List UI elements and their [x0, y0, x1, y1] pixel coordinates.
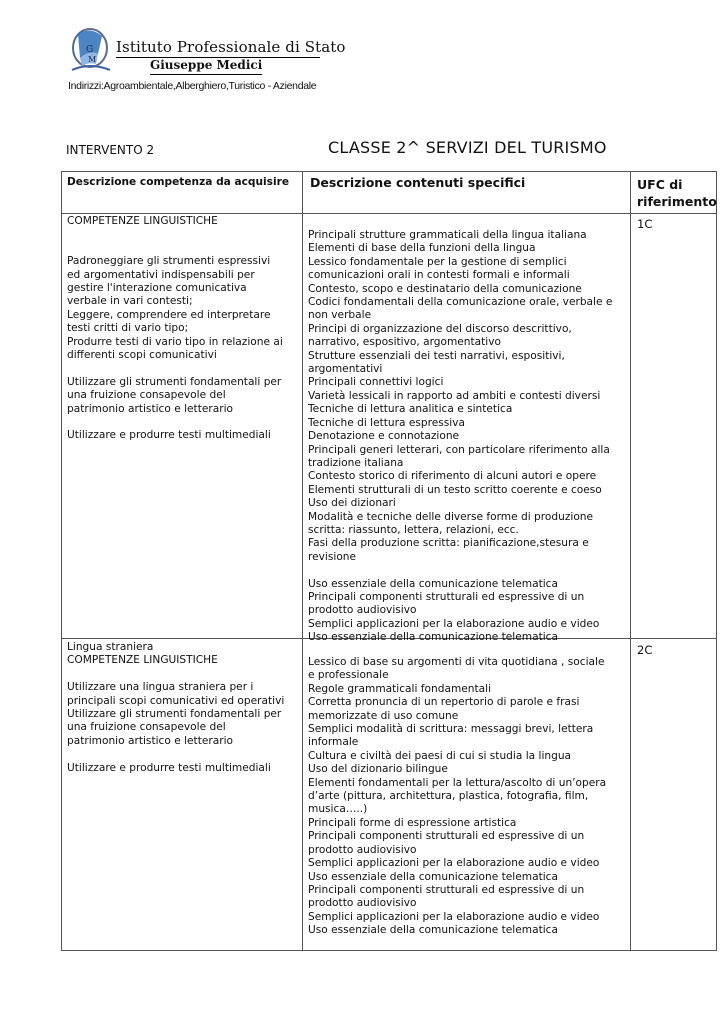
text-line: principali scopi comunicativi ed operativi	[67, 694, 285, 707]
text-line: prodotto audiovisivo	[308, 897, 417, 910]
institute-logo	[68, 24, 112, 78]
text-line: tradizione italiana	[308, 456, 404, 469]
blank-line	[67, 362, 299, 375]
text-line: comunicazioni orali in contesti formali e informali	[308, 269, 570, 282]
text-line: patrimonio artistico e letterario	[67, 734, 234, 747]
text-line: ed argomentativi indispensabili per	[67, 268, 255, 281]
text-line: Uso essenziale della comunicazione telematica	[308, 631, 558, 644]
text-line: prodotto audiovisivo	[308, 604, 417, 617]
header-competenza: Descrizione competenza da acquisire	[67, 176, 290, 188]
text-line: Corretta pronuncia di un repertorio di parole e frasi	[308, 696, 580, 709]
text-line: COMPETENZE LINGUISTICHE	[67, 215, 218, 227]
text-line: Leggere, comprendere ed interpretare	[67, 308, 271, 321]
blank-line	[67, 416, 299, 429]
text-line: Semplici applicazioni per la elaborazione audio e video	[308, 910, 600, 923]
text-line: Elementi strutturali di un testo scritto coerente e coeso	[308, 483, 602, 496]
text-line: argomentativi	[308, 363, 383, 376]
text-line: Utilizzare gli strumenti fondamentali per	[67, 375, 282, 388]
text-line: Utilizzare una lingua straniera per i	[67, 681, 254, 694]
text-line: patrimonio artistico e letterario	[67, 402, 234, 415]
text-line: Semplici applicazioni per la elaborazione audio e video	[308, 617, 600, 630]
classe-title: CLASSE 2^ SERVIZI DEL TURISMO	[328, 138, 607, 157]
table-column-divider	[302, 172, 303, 950]
blank-line	[67, 668, 299, 681]
table-column-divider	[630, 172, 631, 950]
text-line: Strutture essenziali dei testi narrativi, espositivi,	[308, 349, 565, 362]
intervento-label: INTERVENTO 2	[66, 143, 155, 157]
text-line: Semplici applicazioni per la elaborazione audio e video	[308, 857, 600, 870]
text-line: Principali forme di espressione artistica	[308, 816, 517, 829]
text-line: Principali generi letterari, con particolare riferimento alla	[308, 443, 610, 456]
text-line: Lingua straniera	[67, 641, 154, 653]
row2-competenza	[67, 641, 299, 775]
text-line: Uso essenziale della comunicazione telematica	[308, 577, 558, 590]
text-line: una fruizione consapevole del	[67, 721, 226, 734]
text-line: Tecniche di lettura espressiva	[308, 416, 465, 429]
text-line: d’arte (pittura, architettura, plastica, fotografia, film,	[308, 790, 589, 803]
row2-contenuti	[308, 656, 628, 938]
blank-line	[308, 564, 628, 577]
text-line: e professionale	[308, 669, 389, 682]
text-line: informale	[308, 736, 359, 749]
header-contenuti: Descrizione contenuti specifici	[310, 175, 526, 190]
text-line: musica…..)	[308, 803, 368, 816]
text-line: Produrre testi di vario tipo in relazione ai	[67, 335, 283, 348]
text-line: Utilizzare e produrre testi multimediali	[67, 429, 271, 442]
text-line: testi critti di vario tipo;	[67, 322, 189, 335]
text-line: Principali strutture grammaticali della lingua italiana	[308, 229, 587, 241]
blank-line	[67, 748, 299, 761]
text-line: Utilizzare gli strumenti fondamentali per	[67, 708, 282, 721]
text-line: verbale in vari contesti;	[67, 295, 193, 308]
table-row-divider	[62, 213, 716, 214]
text-line: Principali connettivi logici	[308, 376, 444, 389]
institute-header	[64, 24, 344, 94]
text-line: Lessico di base su argomenti di vita quotidiana , sociale	[308, 656, 605, 668]
text-line: Fasi della produzione scritta: pianificazione,stesura e	[308, 537, 589, 550]
row2-ufc: 2C	[637, 643, 653, 657]
text-line: memorizzate di uso comune	[308, 709, 459, 722]
text-line: Principi di organizzazione del discorso descrittivo,	[308, 322, 572, 335]
text-line: Contesto storico di riferimento di alcuni autori e opere	[308, 470, 597, 483]
text-line: Uso essenziale della comunicazione telematica	[308, 924, 558, 937]
logo-letter-g: G	[86, 45, 94, 55]
institute-addresses: Indirizzi:Agroambientale,Alberghiero,Turistico - Aziendale	[68, 80, 317, 92]
text-line: Elementi di base della funzioni della lingua	[308, 242, 536, 255]
text-line: Uso dei dizionari	[308, 497, 396, 510]
text-line: Uso essenziale della comunicazione telematica	[308, 870, 558, 883]
text-line: Elementi fondamentali per la lettura/ascolto di un’opera	[308, 776, 607, 789]
row1-competenza	[67, 215, 299, 443]
text-line: Padroneggiare gli strumenti espressivi	[67, 255, 271, 268]
header-ufc: UFC di riferimento	[637, 177, 717, 209]
text-line: gestire l'interazione comunicativa	[67, 282, 247, 294]
text-line: non verbale	[308, 309, 372, 322]
text-line: scritta: riassunto, lettera, relazioni, ecc.	[308, 523, 519, 536]
text-line: Uso del dizionario bilingue	[308, 763, 448, 776]
institute-name: Istituto Professionale di Stato	[116, 38, 346, 56]
text-line: COMPETENZE LINGUISTICHE	[67, 654, 218, 667]
text-line: prodotto audiovisivo	[308, 843, 417, 856]
text-line: revisione	[308, 550, 357, 563]
text-line: Regole grammaticali fondamentali	[308, 682, 492, 695]
competence-table	[61, 171, 717, 951]
logo-letter-m: M	[88, 55, 97, 64]
text-line: Codici fondamentali della comunicazione orale, verbale e	[308, 296, 613, 309]
text-line: Principali componenti strutturali ed espressive di un	[308, 830, 585, 843]
text-line: Varietà lessicali in rapporto ad ambiti e contesti diversi	[308, 389, 601, 402]
text-line: Denotazione e connotazione	[308, 430, 460, 443]
text-line: narrativo, espositivo, argomentativo	[308, 336, 502, 349]
institute-subtitle: Giuseppe Medici	[150, 58, 262, 75]
text-line: Modalità e tecniche delle diverse forme di produzione	[308, 510, 594, 523]
text-line: Tecniche di lettura analitica e sintetica	[308, 403, 513, 416]
text-line: Lessico fondamentale per la gestione di semplici	[308, 255, 567, 268]
text-line: Contesto, scopo e destinatario della comunicazione	[308, 282, 582, 295]
text-line: differenti scopi comunicativi	[67, 349, 217, 362]
row1-contenuti	[308, 229, 628, 645]
text-line: Semplici modalità di scrittura: messaggi brevi, lettera	[308, 723, 594, 736]
text-line: Utilizzare e produrre testi multimediali	[67, 761, 271, 774]
text-line: Principali componenti strutturali ed espressive di un	[308, 590, 585, 603]
blank-line	[67, 228, 299, 241]
blank-line	[67, 242, 299, 255]
text-line: una fruizione consapevole del	[67, 389, 226, 402]
text-line: Principali componenti strutturali ed espressive di un	[308, 883, 585, 896]
row1-ufc: 1C	[637, 217, 653, 231]
text-line: Cultura e civiltà dei paesi di cui si studia la lingua	[308, 749, 572, 762]
